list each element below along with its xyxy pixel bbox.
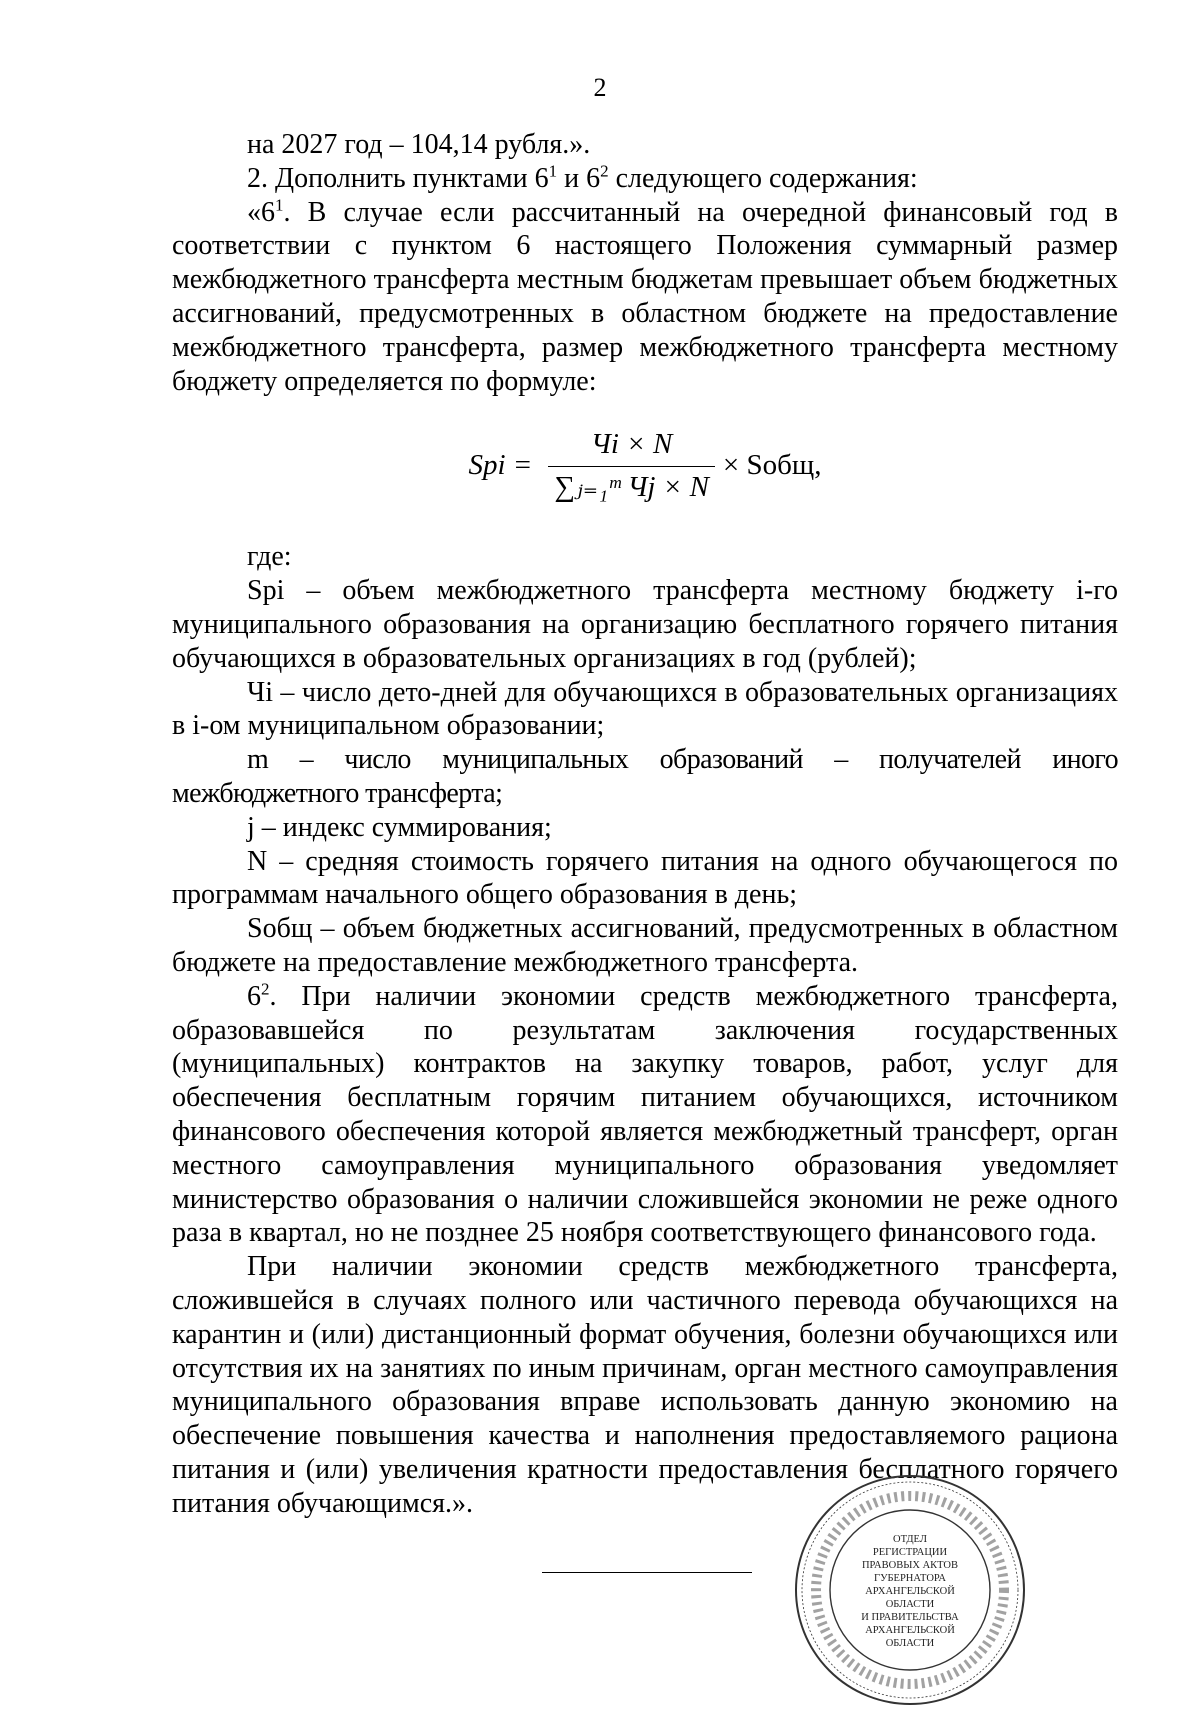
seal-line-7: АРХАНГЕЛЬСКОЙ xyxy=(865,1625,955,1636)
definition-sobsch: Sобщ – объем бюджетных ассигнований, предусмотренных в областном бюджете на предоставление межбюджетного трансферта. xyxy=(172,913,1118,978)
formula-fraction xyxy=(548,428,715,505)
where-label: где: xyxy=(247,541,292,573)
paragraph-1: на 2027 год – 104,14 рубля.». xyxy=(247,129,591,160)
p2-sup-2: 2 xyxy=(600,161,609,181)
p2-sup-1: 1 xyxy=(548,161,558,181)
paragraph-6-2 xyxy=(172,980,1118,1250)
p2-text-pre: 2. Дополнить пунктами 6 xyxy=(247,162,549,194)
p62-pre: 6 xyxy=(247,980,261,1012)
p61-pre: «6 xyxy=(247,196,275,228)
paragraph-6-1 xyxy=(172,196,1118,399)
seal-line-6: И ПРАВИТЕЛЬСТВА xyxy=(861,1612,959,1623)
definition-j: j – индекс суммирования; xyxy=(247,811,552,843)
definition-chi: Чi – число дето-дней для обучающихся в образовательных организациях в i-ом муниципальном образовании; xyxy=(172,676,1118,742)
formula xyxy=(172,418,1118,514)
registration-seal xyxy=(790,1470,1030,1710)
p61-text: . В случае если рассчитанный на очередной финансовый год в соответствии с пунктом 6 настоящего Положения суммарный размер межбюджетного трансферта местным бюджетам превышает объем бюджетных ассигнований, предусмотренных в областном бюджете на предоставление межбюджетного трансферта, размер межбюджетного трансферта местному бюджету определяется по формуле: xyxy=(172,196,1118,397)
seal-line-4: АРХАНГЕЛЬСКОЙ xyxy=(865,1586,955,1597)
seal-line-3: ГУБЕРНАТОРА xyxy=(874,1573,946,1584)
p61-sup: 1 xyxy=(275,195,284,215)
seal-line-0: ОТДЕЛ xyxy=(893,1534,927,1545)
p62-sup: 2 xyxy=(261,979,270,999)
p2-text-post: следующего содержания: xyxy=(608,162,918,194)
definition-n: N – средняя стоимость горячего питания на одного обучающегося по программам начального общего образования в день; xyxy=(172,845,1118,911)
seal-line-1: РЕГИСТРАЦИИ xyxy=(872,1547,948,1558)
page-number: 2 xyxy=(593,73,607,102)
paragraph-last: При наличии экономии средств межбюджетного трансферта, сложившейся в случаях полного или частичного перевода обучающихся на карантин и (или) дистанционный формат обучения, болезни обучающихся или отсутствия их на занятиях по иным причинам, орган местного самоуправления муниципального образования вправе использовать данную экономию на обеспечение повышения качества и наполнения предоставляемого рациона питания и (или) увеличения кратности предоставления бесплатного горячего питания обучающимся.». xyxy=(172,1251,1118,1519)
formula-rhs: × Sобщ, xyxy=(722,449,822,482)
formula-lhs: Spi = xyxy=(468,449,533,482)
signature-line xyxy=(542,1572,752,1573)
paragraph-2 xyxy=(172,162,1118,196)
formula-numerator: Чi × N xyxy=(590,428,673,461)
seal-line-8: ОБЛАСТИ xyxy=(885,1638,935,1649)
p2-text-mid: и 6 xyxy=(557,162,601,194)
seal-line-2: ПРАВОВЫХ АКТОВ xyxy=(861,1560,959,1571)
definition-m: m – число муниципальных образований – получателей иного межбюджетного трансферта; xyxy=(172,744,1118,809)
seal-line-5: ОБЛАСТИ xyxy=(885,1599,935,1610)
definition-spi: Spi – объем межбюджетного трансферта местному бюджету i-го муниципального образования на организацию бесплатного горячего питания обучающихся в образовательных организациях в год (рублей); xyxy=(172,575,1118,674)
document-body xyxy=(172,128,1118,1520)
formula-denominator: ∑ⱼ₌₁ᵐ Чj × N xyxy=(554,470,709,503)
p62-text: . При наличии экономии средств межбюджетного трансферта, образовавшейся по результатам заключения государственных (муниципальных) контрактов на закупку товаров, работ, услуг для обеспечения бесплатным горячим питанием обучающихся, источником финансового обеспечения которой является межбюджетный трансферт, орган местного самоуправления муниципального образования уведомляет министерство образования о наличии сложившейся экономии не реже одного раза в квартал, но не позднее 25 ноября соответствующего финансового года. xyxy=(172,980,1118,1249)
